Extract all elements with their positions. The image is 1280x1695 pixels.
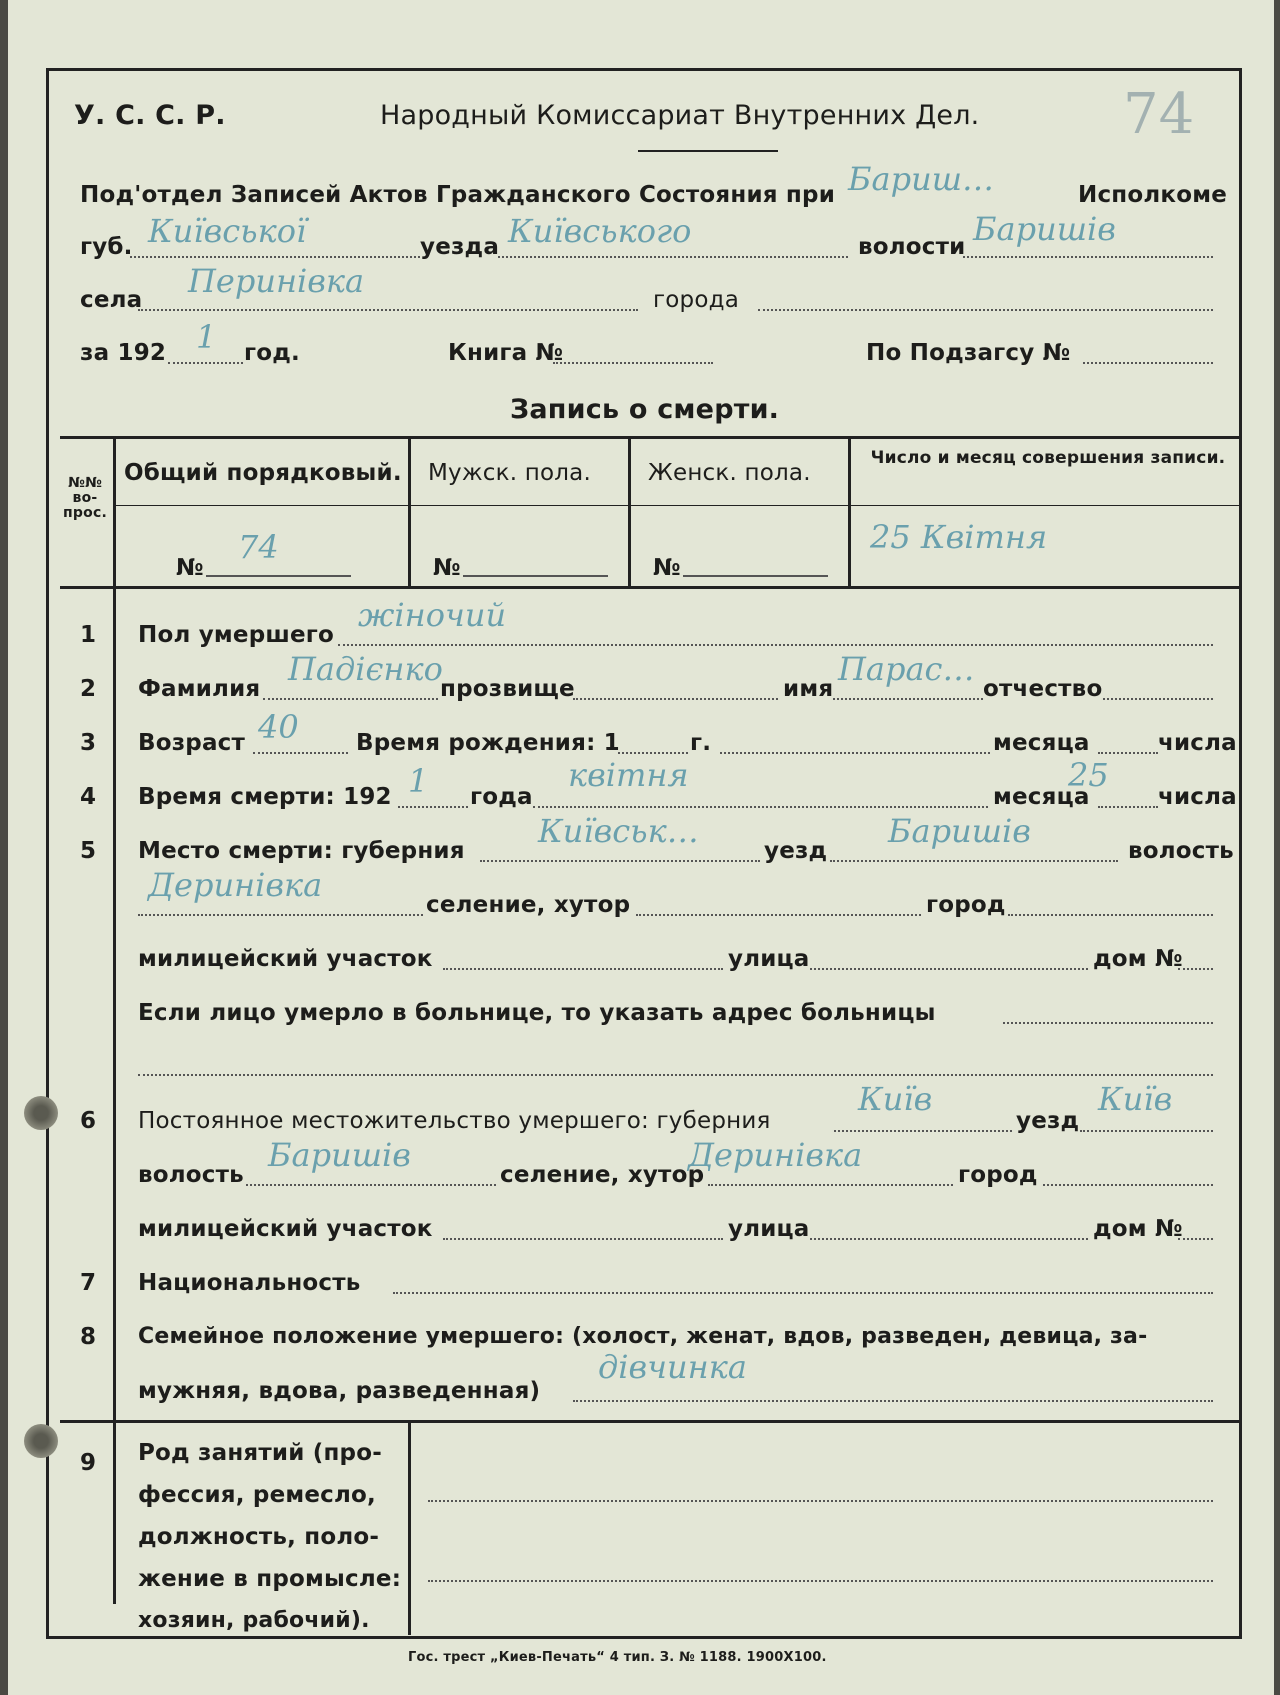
document-sheet [8,0,1274,1695]
death-month-line [533,806,988,808]
death-day-line [1098,806,1158,808]
selo-handwritten: Перинівка [188,262,365,300]
col3-rule [848,436,851,586]
patronymic-line [1103,698,1213,700]
general-number-header: Общий порядковый. [124,460,402,486]
podzags-label: По Подзагсу № [866,340,1071,366]
marital-label-2: мужняя, вдова, разведенная) [138,1378,541,1404]
uezd-label: уезда [420,234,500,260]
residence-gorod-line [1043,1184,1213,1186]
volost-handwritten: Баришів [973,210,1116,248]
death-month-label: месяца [993,784,1090,810]
residence-volost-handwritten: Баришів [268,1136,411,1174]
death-day-handwritten: 25 [1068,756,1109,794]
uezd-handwritten: Київського [508,212,692,250]
age-handwritten: 40 [258,708,299,746]
row-number-5: 5 [79,838,96,864]
birth-month-line [720,752,990,754]
residence-volost-label: волость [138,1162,244,1188]
table-bottom-rule [60,586,1242,589]
residence-house-line [1178,1238,1213,1240]
god-label: год. [244,340,300,366]
residence-uezd-line [1080,1130,1213,1132]
commissariat-title: Народный Комиссариат Внутренних Дел. [380,100,980,131]
age-label: Возраст [138,730,246,756]
form-title: Запись о смерти. [510,394,780,425]
place-militia-line [443,968,723,970]
male-no-sign: № [433,555,461,581]
place-volost-line [138,914,423,916]
female-no-line [683,575,828,577]
birth-month-label: месяца [993,730,1090,756]
row-number-7: 7 [79,1270,96,1296]
selo-label: села [80,287,143,313]
name-label: имя [783,676,834,702]
gorod-label: города [653,287,740,313]
place-gorod-label: город [926,892,1006,918]
family-handwritten: Падієнко [288,650,443,688]
selo-line [138,309,638,311]
nickname-line [573,698,778,700]
place-volost-label: волость [1128,838,1234,864]
printer-footer: Гос. трест „Киев-Печать“ 4 тип. З. № 1188. 1900Х100. [408,1650,827,1665]
marital-line [573,1400,1213,1402]
hospital-line-1 [1003,1022,1213,1024]
residence-uezd-label: уезд [1016,1108,1080,1134]
col1-rule [408,436,411,586]
row-number-3: 3 [79,730,96,756]
hospital-label: Если лицо умерло в больнице, то указать адрес больницы [138,1000,936,1026]
subdept-handwritten: Бариш… [848,160,994,198]
subdept-label: Под'отдел Записей Актов Гражданского Состояния при [80,182,836,208]
nationality-line [393,1292,1213,1294]
female-no-sign: № [653,555,681,581]
residence-militia-line [443,1238,723,1240]
birth-day-line [1098,752,1158,754]
family-line [263,698,438,700]
table-top-rule [60,436,1242,439]
row-number-6: 6 [79,1108,96,1134]
occupation-line-1 [428,1500,1213,1502]
place-uezd-handwritten: Баришів [888,812,1031,850]
residence-selenie-line [708,1184,953,1186]
gub-line [130,256,420,258]
death-year-handwritten: 1 [408,762,429,800]
place-house-line [1178,968,1213,970]
nickname-label: прозвище [440,676,575,702]
occupation-label-1: Род занятий (про- [138,1440,382,1466]
residence-house-label: дом № [1093,1216,1183,1242]
hospital-line-2 [138,1074,1213,1076]
residence-gub-line [834,1130,1012,1132]
residence-selenie-label: селение, хутор [500,1162,705,1188]
place-uezd-label: уезд [764,838,828,864]
name-handwritten: Парас… [838,650,975,688]
marital-label-1: Семейное положение умершего: (холост, женат, вдов, разведен, девица, за- [138,1324,1148,1349]
ispolkom-label: Исполкоме [1078,182,1228,208]
sex-handwritten: жіночий [358,596,507,634]
death-year-line [398,806,468,808]
gub-handwritten: Київської [148,212,307,250]
place-street-line [810,968,1088,970]
volost-line [963,256,1213,258]
binder-hole-top [24,1096,58,1130]
question-number-header: №№ во-прос. [63,475,107,521]
occupation-label-3: должность, поло- [138,1524,380,1550]
sex-label: Пол умершего [138,622,335,648]
ussr-label: У. С. С. Р. [74,100,226,131]
age-line [253,752,348,754]
death-day-label: числа [1158,784,1237,810]
occupation-label-4: жение в промысле: [138,1566,402,1592]
occupation-line-2 [428,1580,1213,1582]
place-gub-line [480,860,760,862]
row-number-4: 4 [79,784,96,810]
row-number-1: 1 [79,622,96,648]
birth-g-label: г. [690,730,712,756]
residence-militia-label: милицейский участок [138,1216,433,1242]
residence-street-line [810,1238,1088,1240]
place-militia-label: милицейский участок [138,946,433,972]
place-volost-handwritten: Деринівка [148,866,323,904]
place-house-label: дом № [1093,946,1183,972]
sex-line [338,644,1213,646]
place-street-label: улица [728,946,810,972]
occupation-label-2: фессия, ремесло, [138,1482,376,1508]
female-header: Женск. пола. [648,460,811,486]
marital-handwritten: дівчинка [598,1348,747,1386]
row-number-2: 2 [79,676,96,702]
row9-column-rule [408,1420,411,1635]
table-mid-rule [113,505,1242,506]
row-number-8: 8 [79,1324,96,1350]
male-no-line [463,575,608,577]
record-number-handwritten: 74 [1123,82,1195,147]
birth-label: Время рождения: 1 [356,730,620,756]
place-selenie-label: селение, хутор [426,892,631,918]
col2-rule [628,436,631,586]
residence-gub-handwritten: Київ [858,1080,933,1118]
death-month-handwritten: квітня [568,756,689,794]
kniga-label: Книга № [448,340,564,366]
podzags-line [1083,362,1213,364]
nationality-label: Национальность [138,1270,361,1296]
place-label: Место смерти: губерния [138,838,465,864]
date-header: Число и месяц совершения записи. [870,448,1226,468]
date-handwritten: 25 Квітня [870,518,1048,556]
kniga-line [553,362,713,364]
male-header: Мужск. пола. [428,460,591,486]
death-label: Время смерти: 192 [138,784,392,810]
place-uezd-line [830,860,1118,862]
row-number-9: 9 [79,1450,96,1476]
birth-year-line [618,752,688,754]
general-no-sign: № [176,555,204,581]
occupation-label-5: хозяин, рабочий). [138,1608,370,1633]
residence-volost-line [246,1184,496,1186]
birth-day-label: числа [1158,730,1237,756]
place-gorod-line [1008,914,1213,916]
gub-label: губ. [80,234,133,260]
uezd-line [498,256,848,258]
volost-label: волости [858,234,966,260]
residence-uezd-handwritten: Київ [1098,1080,1173,1118]
place-selenie-line [636,914,921,916]
gorod-line [758,309,1213,311]
number-column-rule [113,436,116,1604]
general-no-handwritten: 74 [238,528,279,566]
place-gub-handwritten: Київськ… [538,812,699,850]
row9-top-rule [60,1420,1242,1423]
residence-street-label: улица [728,1216,810,1242]
residence-selenie-handwritten: Деринівка [688,1136,863,1174]
name-line [833,698,983,700]
header-rule [638,150,778,152]
family-label: Фамилия [138,676,261,702]
year-label: за 192 [80,340,167,366]
patronymic-label: отчество [983,676,1103,702]
binder-hole-bottom [24,1424,58,1458]
death-goda-label: года [470,784,533,810]
year-handwritten: 1 [196,318,217,356]
general-no-line [206,575,351,577]
residence-label: Постоянное местожительство умершего: губерния [138,1108,771,1134]
residence-gorod-label: город [958,1162,1038,1188]
year-line [168,362,243,364]
